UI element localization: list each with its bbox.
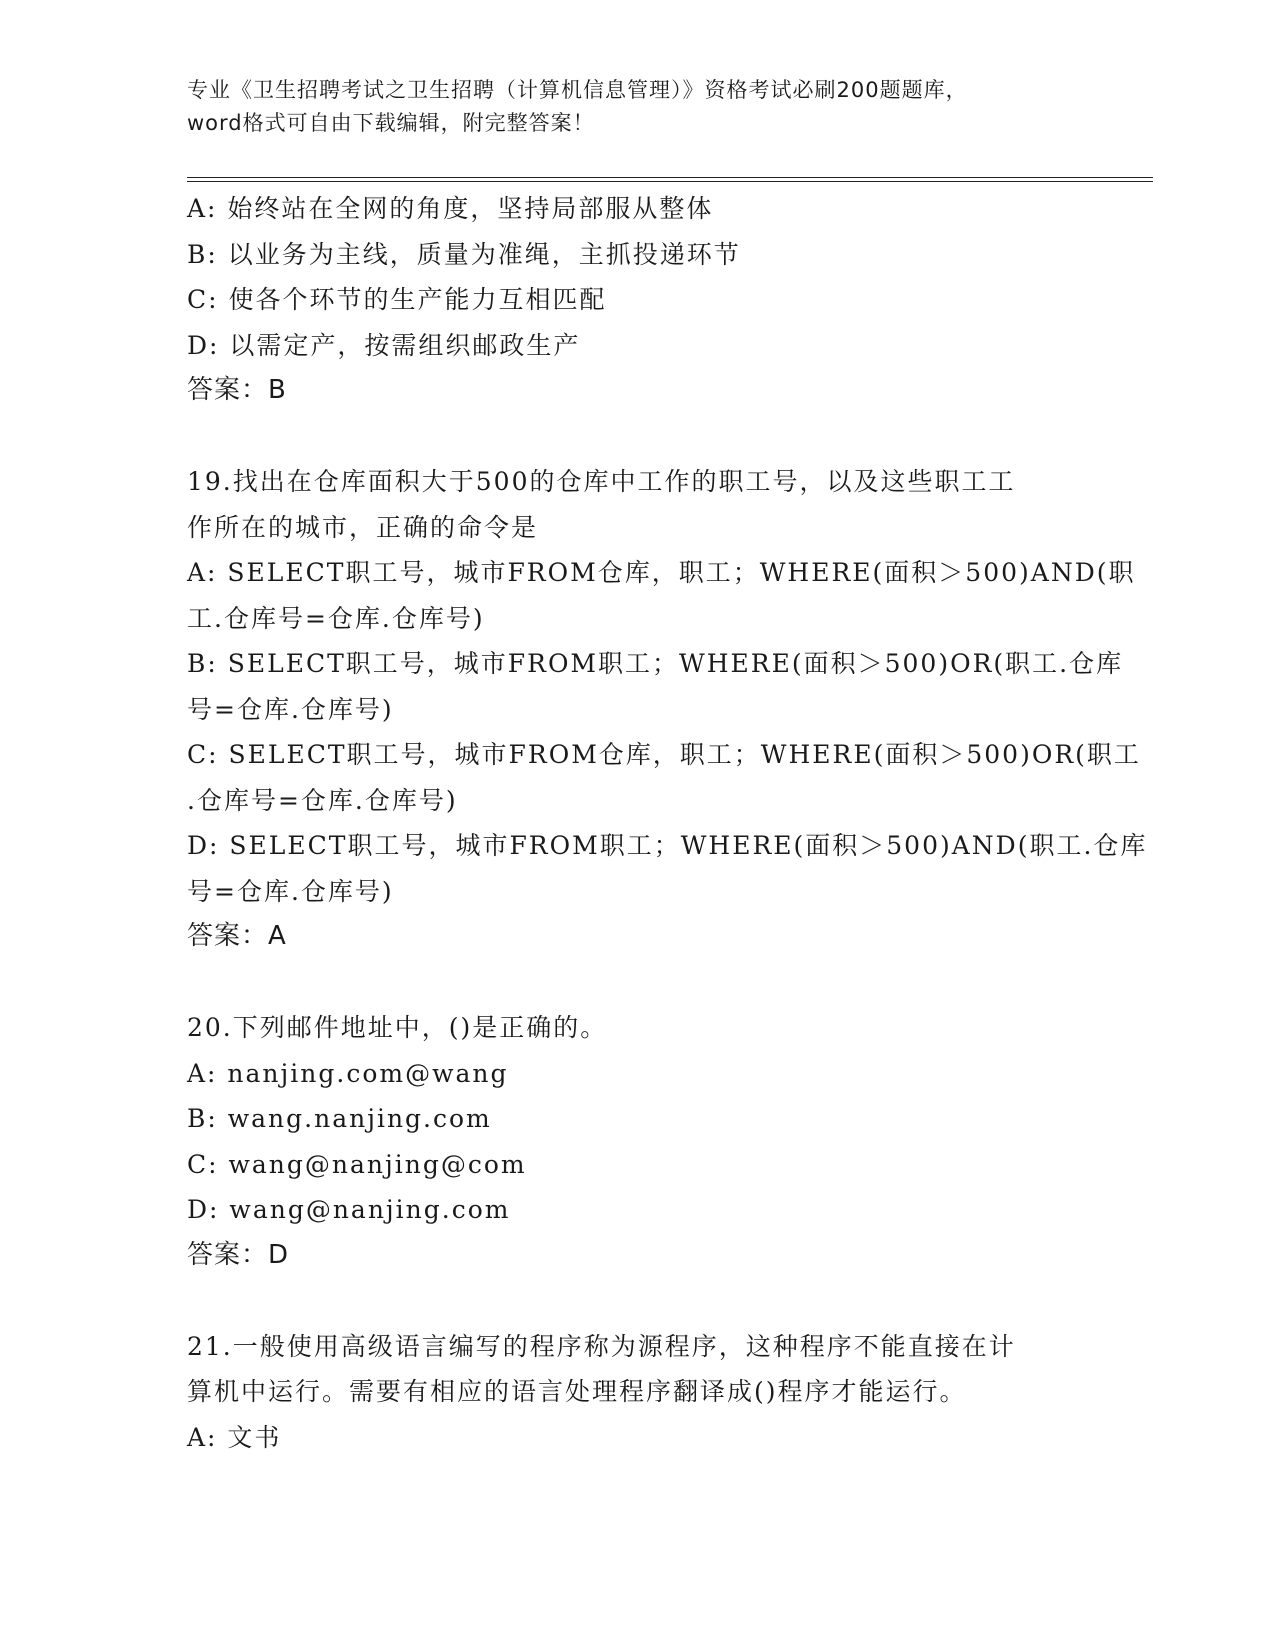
q20-option-d: D: wang@nanjing.com (187, 1195, 511, 1224)
question-18 (187, 186, 1087, 414)
q19-option-c-line-2: .仓库号=仓库.仓库号) (187, 785, 458, 815)
q18-option-a: A: 始终站在全网的角度，坚持局部服从整体 (187, 194, 714, 223)
q18-option-b: B: 以业务为主线，质量为准绳，主抓投递环节 (187, 239, 741, 269)
question-20 (187, 1005, 1087, 1278)
q18-option-d: D: 以需定产，按需组织邮政生产 (187, 330, 581, 360)
document-content (187, 186, 1148, 1460)
q21-option-a: A: 文书 (187, 1422, 282, 1452)
q20-option-c: C: wang@nanjing@com (187, 1149, 527, 1179)
spacer (187, 414, 1087, 460)
header-double-rule (187, 177, 1153, 182)
q19-option-b-line-1: B: SELECT职工号，城市FROM职工；WHERE(面积＞500)OR(职工.仓库 (187, 649, 1124, 678)
q19-answer: 答案：A (187, 921, 287, 951)
q19-option-d-line-1: D: SELECT职工号，城市FROM职工；WHERE(面积＞500)AND(职工.仓库 (187, 831, 1148, 860)
question-19 (187, 459, 1148, 960)
document-header (187, 74, 1087, 140)
header-line-1: 专业《卫生招聘考试之卫生招聘（计算机信息管理）》资格考试必刷200题题库， (187, 78, 968, 102)
q20-stem: 20.下列邮件地址中，()是正确的。 (187, 1013, 608, 1042)
question-21 (187, 1324, 1087, 1461)
q19-option-d-line-2: 号=仓库.仓库号) (187, 876, 394, 906)
q21-stem-line-1: 21.一般使用高级语言编写的程序称为源程序，这种程序不能直接在计 (187, 1331, 1016, 1361)
spacer (187, 960, 1087, 1006)
q19-option-a-line-2: 工.仓库号=仓库.仓库号) (187, 603, 485, 633)
q18-answer: 答案：B (187, 375, 287, 405)
q20-answer: 答案：D (187, 1239, 290, 1270)
q19-stem-line-1: 19.找出在仓库面积大于500的仓库中工作的职工号，以及这些职工工 (187, 467, 1016, 496)
q18-option-c: C: 使各个环节的生产能力互相匹配 (187, 285, 607, 314)
q19-option-b-line-2: 号=仓库.仓库号) (187, 694, 394, 724)
q21-stem-line-2: 算机中运行。需要有相应的语言处理程序翻译成()程序才能运行。 (187, 1377, 967, 1406)
header-line-2: word格式可自由下载编辑，附完整答案！ (187, 111, 595, 135)
q19-option-a-line-1: A: SELECT职工号，城市FROM仓库，职工；WHERE(面积＞500)AND(职 (187, 558, 1136, 587)
spacer (187, 1278, 1087, 1324)
q20-option-a: A: nanjing.com@wang (187, 1058, 509, 1088)
q20-option-b: B: wang.nanjing.com (187, 1104, 492, 1133)
q19-stem-line-2: 作所在的城市，正确的命令是 (187, 512, 539, 542)
q19-option-c-line-1: C: SELECT职工号，城市FROM仓库，职工；WHERE(面积＞500)OR(职工 (187, 740, 1141, 769)
